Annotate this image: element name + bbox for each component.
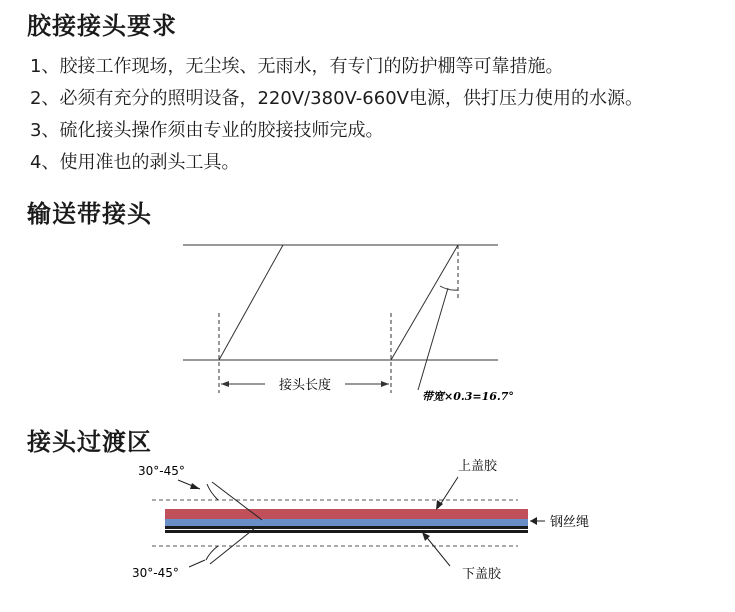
- requirement-item-4: 4、使用准也的剥头工具。: [30, 152, 240, 173]
- lower-cover-leader: [424, 534, 450, 566]
- joint-length-label: 接头长度: [278, 378, 332, 393]
- formula-leader: [418, 288, 448, 390]
- requirement-item-2: 2、必须有充分的照明设备，220V/380V-660V电源，供打压力使用的水源。: [30, 88, 643, 109]
- angle-arc-bottom: [206, 546, 218, 560]
- requirements-heading: 胶接接头要求: [27, 11, 177, 40]
- angle-bottom-label: 30°-45°: [132, 566, 179, 580]
- steel-cord-layer: [165, 519, 528, 526]
- angle-arc: [440, 286, 458, 290]
- angle-top-label: 30°-45°: [138, 464, 185, 478]
- lower-rubber-layer-1: [165, 526, 528, 529]
- steel-cord-label: 钢丝绳: [550, 515, 590, 530]
- cut-line-left: [219, 245, 283, 360]
- cut-line-right: [391, 245, 458, 360]
- transition-heading: 接头过渡区: [27, 427, 152, 456]
- angle-formula-label: 带宽×0.3=16.7°: [422, 390, 514, 403]
- belt-joint-heading: 输送带接头: [27, 199, 152, 228]
- upper-cover-label: 上盖胶: [458, 459, 498, 474]
- lower-rubber-layer-2: [165, 530, 528, 533]
- requirement-item-1: 1、胶接工作现场，无尘埃、无雨水，有专门的防护棚等可靠措施。: [30, 56, 564, 77]
- requirement-item-3: 3、硫化接头操作须由专业的胶接技师完成。: [30, 120, 384, 141]
- angle-arc-top: [207, 484, 218, 500]
- lower-cover-label: 下盖胶: [462, 567, 502, 582]
- upper-rubber-layer: [165, 509, 528, 519]
